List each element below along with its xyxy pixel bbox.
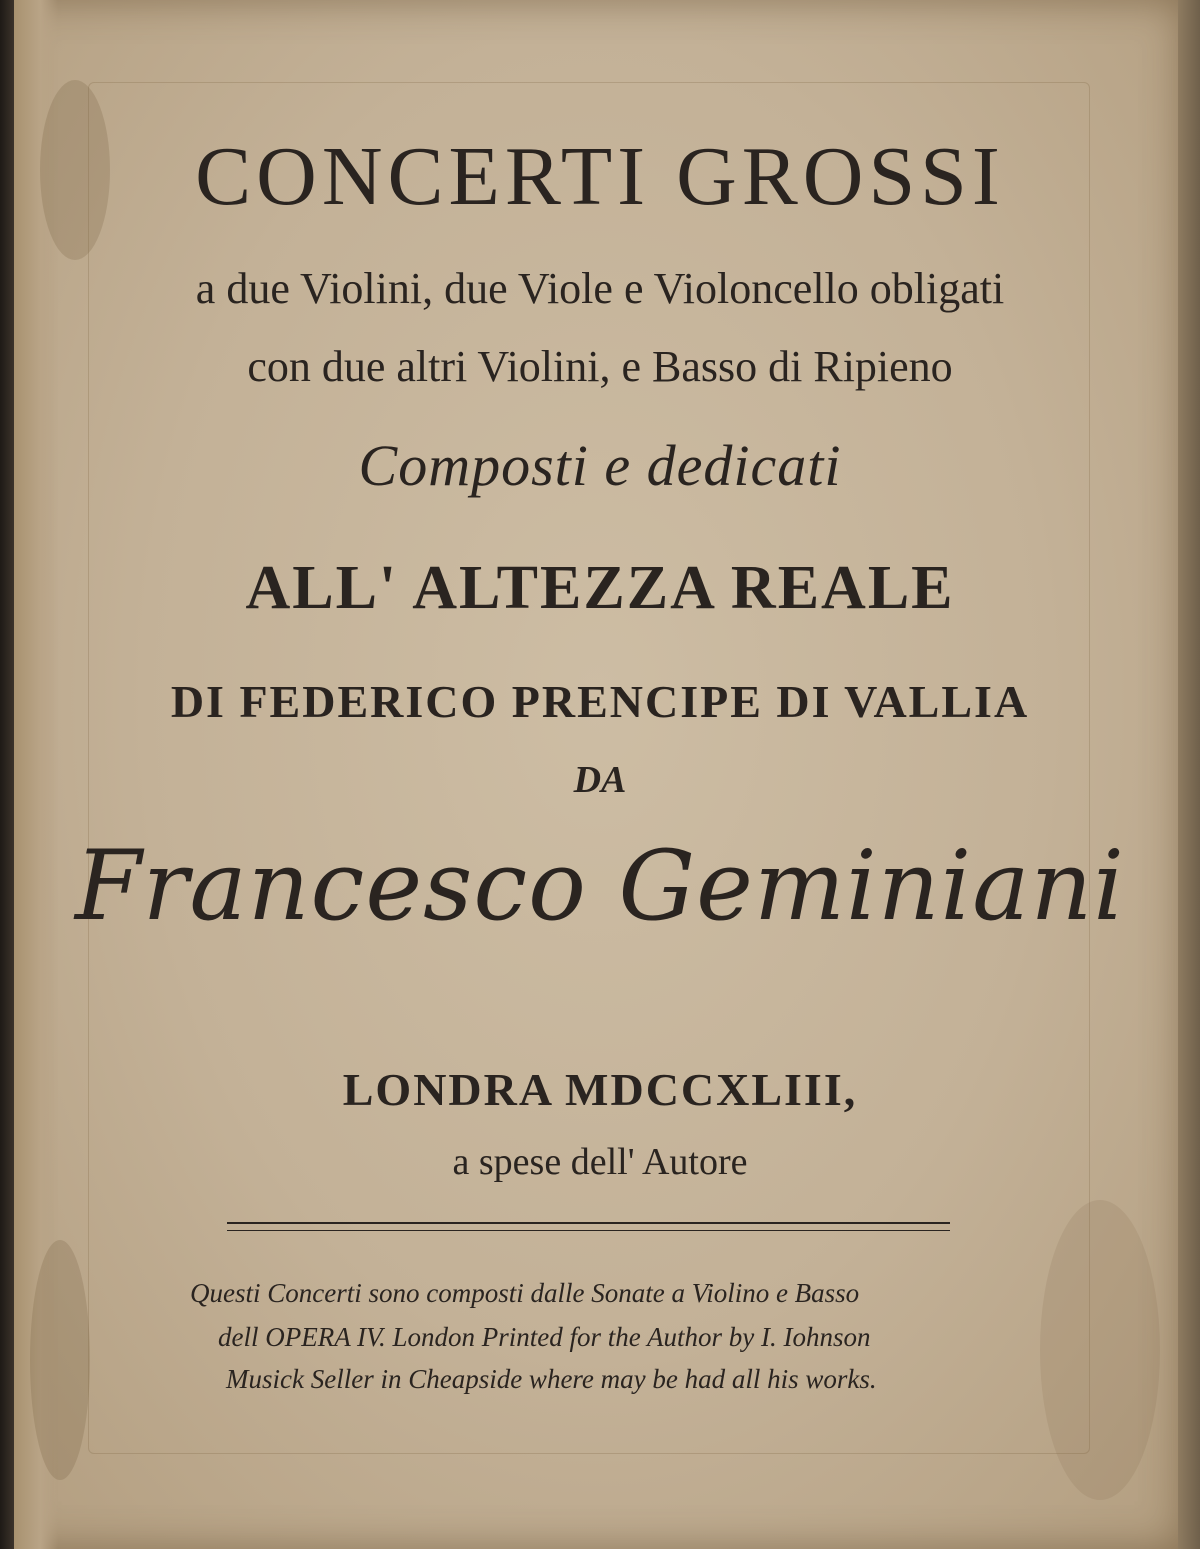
composer-name: Francesco Geminiani: [74, 830, 1125, 942]
place-and-date: LONDRA MDCCXLIII,: [342, 1064, 858, 1115]
divider-rule: [227, 1222, 950, 1224]
publisher-note: a spese dell' Autore: [452, 1141, 748, 1183]
imprint-line-2: dell OPERA IV. London Printed for the Author by I. Iohnson: [218, 1322, 871, 1352]
imprint-line-1: Questi Concerti sono composti dalle Sonate a Violino e Basso: [190, 1278, 860, 1308]
dedicatee-line-1: ALL' ALTEZZA REALE: [245, 554, 955, 622]
dedicatee-line-2: DI FEDERICO PRENCIPE DI VALLIA: [170, 676, 1030, 727]
by-label: DA: [573, 759, 627, 801]
page-title: CONCERTI GROSSI: [195, 130, 1005, 223]
dedication-phrase: Composti e dedicati: [358, 433, 842, 498]
divider-rule-thin: [227, 1230, 950, 1231]
imprint-line-3: Musick Seller in Cheapside where may be had all his works.: [226, 1364, 877, 1394]
instrumentation-line-2: con due altri Violini, e Basso di Ripieno: [247, 342, 953, 391]
instrumentation-line-1: a due Violini, due Viole e Violoncello obligati: [195, 264, 1005, 313]
paper-stain: [30, 1240, 90, 1480]
